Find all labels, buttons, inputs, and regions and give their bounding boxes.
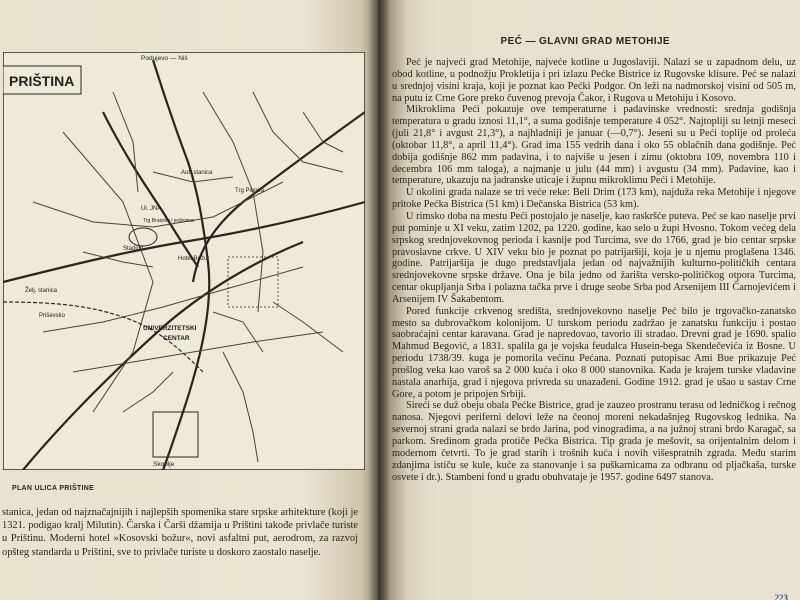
city-map [3,52,365,470]
left-paragraph: stanica, jedan od najznačajnijih i najlepših spomenika stare srpske arhitekture (koji je 1321. podigao kralj Milutin). Čarska i Čarši džamija u Prištini takođe privlače turiste u Prištinu. Moderni hotel »Kosovski božur«, novi asfaltni put, aerodrom, za razvoj opšteg standarda u Prištini, sve to privlače turiste u doskoro zaostalo naselje. [2,507,358,558]
map-label-centar: CENTAR [163,335,190,342]
map-label-trg-pionira: Trg Pionira [235,188,265,194]
map-label-bottom: Skoplje [153,461,175,468]
map-label-top: Podujevo — Niš [141,55,188,62]
map-label-trg-bratstva: Trg Bratstva i jedinstva [143,218,194,224]
map-label-aut: Aut. stanica [181,170,213,176]
map-label-pristevsko: Priševsko [39,313,66,319]
page-number: 223 [774,593,788,600]
map-label-stadion: Stadion [123,246,144,252]
map-title: PRIŠTINA [9,73,75,89]
left-body-text [2,506,358,559]
running-head [392,36,796,47]
right-body-text [392,57,796,483]
paragraph-1: Peć je najveći grad Metohije, najveće kotline u Jugoslaviji. Nalazi se u zapadnom delu, uz obod kotline, u podnožju Prokletija i pri izlazu Pećke Bistrice iz Rugovske klisure. Peć se nalazi u srednjoj visini kraja, koji je poznat kao Pećki Podgor. On leži na nadmorskoj visini od 505 m, na putu iz Crne Gore preko čuvenog prevoja Čakor, i Rugova u Metohiju i Kosovo. [392,57,796,104]
paragraph-3: U okolini grada nalaze se tri veće reke: Beli Drim (173 km), najduža reka Metohije i njegove pritoke Pećka Bistrica (51 km) i Dečanska Bistrica (53 km). [392,187,796,211]
paragraph-2: Mikroklima Peći pokazuje ove temperaturne i padavinske vrednosti: srednja godišnja temperatura u gradu iznosi 11,1°, a suma godišnje temperature 4 052°. Najtopliji su letnji meseci (juli 21,8° i avgust 21,3°), a najhladniji je januar (—0,7°). Jeseni su u Peći toplije od proleća (oktobar 11,8°, a april 11,4°). Grad ima 155 vedrih dana i oko 55 oblačnih dana godišnje. Peć dobija godišnje 862 mm padavina, i to najviše u jesen i zimu (oktobra 109, novembra 110 i decembra 106 mm taloga), a najmanje u julu (44 mm) i avgustu (34 mm). Padavine, kao i temperature, ukazuju na jadranske uticaje i župnu mikroklimu Peći i Metohije. [392,104,796,187]
map-label-jna: Ul. JNA [141,206,162,212]
paragraph-5: Pored funkcije crkvenog središta, srednjovekovno naselje Peć bilo je trgovačko-zanatsko mesto sa dubrovačkom kolonijom. U turskom periodu zadržao je zanatsku funkciju i postao saobraćajni centar karavana. Grad je napredovao, tavorio ili stradao. Drevni grad je 1690. spalio Mahmud Begović, a 1831. spalila ga je vojska feudalca Husein-bega Skendečevića iz Bosne. U periodu 1738/39. kuga je pomorila većinu Pećana. Poznati putopisac Ami Bue prikazuje Peć prošlog veka kao varoš sa 2 000 kuća i oko 8 000 stanovnika. Kada je krajem turske vladavine nastala anarhija, grad i njegova privreda su unazađeni. Godine 1912. grad je ušao u sastav Crne Gore, a potom je pripojen Srbiji. [392,305,796,400]
map-label-hotel: Hotel Božur [178,256,210,262]
running-head-text: PEĆ — GLAVNI GRAD METOHIJE [500,36,670,47]
paragraph-6: Sireći se duž obeju obala Pećke Bistrice, grad je zauzeo prostranu terasu od ledničkog i rečnog nanosa. Njegovi periferni delovi leže na čeonoj moreni nekadašnjeg Rugovskog lednika. Na severnoj strani grada nalazi se brdo Jarina, pod vinogradima, a na južnoj strani brdo Karagač, sa parkom. Sredinom grada protiče Pećka Bistrica. Tip grada je mešovit, sa orijentalnim delom i modernom četvrti. To je grad starih i trošnih kuća i novih višespratnih zgrada. Među starim zdanjima ističu se kule, kuće za stanovanje i sa puškarnicama za odbranu od pljačkaša, turske osvete i dr.). Stambeni fond u gradu obuhvataje je 1957. godine 6497 stanova. [392,400,796,483]
right-content [392,36,796,483]
map-caption: PLAN ULICA PRIŠTINE [12,485,95,492]
paragraph-4: U rimsko doba na mestu Peći postojalo je naselje, kao raskršće puteva. Peć se kao naselje prvi put pominje u XI veku, zatim 1202, pa 1220. godine, kao selo u župi Hvosno. Tokom većeg dela srpskog srednjovekovnog perioda i kasnije pod Turcima, sve do 1766, grad je bio centar srpske pravoslavne crkve. U XIV veku bio je poznat po patrijaršiji, koja je u njemu proglašena 1346. godine. Patrijaršija je dugo predstavljala jedan od najvažnijih kulturno-političkih centara srednjovekovne srpske države. Ona je bila jedno od žarišta versko-političkog otpora Turcima, centar okupljanja Srba i polazna tačka prve i druge seobe Srba pod Arsenijem III Čarnojevićem i Arsenijem IV Šakabentom. [392,210,796,305]
map-label-univ: UNIVERZITETSKI [143,325,197,332]
book-gutter [368,0,390,600]
left-page [0,0,380,600]
map-label-zel-stanica: Želj. stanica [25,288,58,294]
